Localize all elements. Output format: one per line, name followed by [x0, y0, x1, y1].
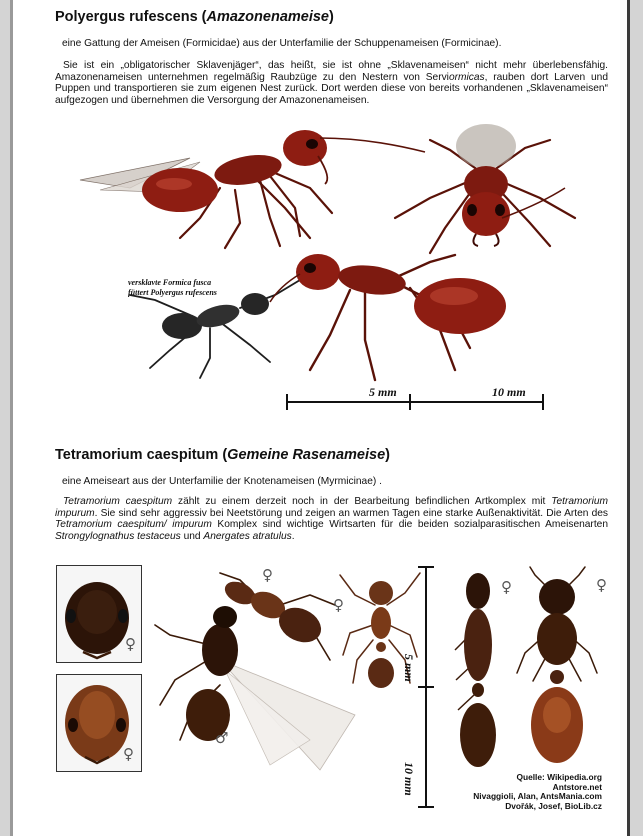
- source-line-1: Quelle: Wikipedia.org: [516, 772, 602, 782]
- feeding-caption: versklavte Formica fusca füttert Polyergus rufescens: [128, 278, 217, 297]
- female-symbol-worker-top: ♀: [333, 596, 344, 614]
- section2-scale-bar: [415, 565, 435, 815]
- section2-title: Tetramorium caespitum (Gemeine Rasenameise): [55, 447, 390, 463]
- winged-ant-gaster: [142, 168, 218, 212]
- sources-block: [473, 773, 602, 811]
- section1-scale-label-5mm: 5 mm: [369, 385, 397, 399]
- female-symbol-queen-side: ♀: [501, 578, 512, 596]
- tetramorium-queen-side-photo: [450, 565, 505, 775]
- polyergus-feeding-ant: [270, 254, 506, 380]
- section1-description: Sie ist ein „obligatorischer Sklavenjäger“, das heißt, sie ist ohne „Sklavenameisen“ nicht mehr überlebensfähig. Amazonenameisen unternehmen regelmäßig Raubzüge zu den Nestern von Serviormicas, rauben dort Larven und Puppen und transportieren sie zum eigenen Nest zurück. Dort werden diese von bereits vorhandenen „Sklavenameisen“ aufgezogen und übernehmen die Versorgung der Amazonenameisen.: [55, 60, 608, 106]
- section1-title: Polyergus rufescens (Amazonenameise): [55, 9, 334, 25]
- page-right-edge: [627, 0, 630, 836]
- worker-front-gaster: [456, 124, 516, 168]
- polyergus-worker-front-photo: [390, 118, 610, 258]
- source-line-3: Nivaggioli, Alan, AntsMania.com: [473, 791, 602, 802]
- male-symbol: ♂: [215, 729, 229, 747]
- document-page: [10, 0, 630, 836]
- source-line-2: Antstore.net: [552, 781, 602, 792]
- female-symbol-queen: ♀: [262, 566, 273, 584]
- section2-intro: eine Ameiseart aus der Unterfamilie der Knotenameisen (Myrmicinae) .: [62, 476, 382, 487]
- polyergus-winged-ant-photo: [70, 118, 430, 258]
- male-head: [213, 606, 237, 628]
- section2-scale-label-5mm: 5 mm: [402, 654, 416, 682]
- section2-description: Tetramorium caespitum zählt zu einem derzeit noch in der Bearbeitung befindlichen Artkomplex mit Tetramorium impurum. Sie sind sehr aggressiv bei Neetstörung und zeigen an warmen Tagen eine starke Außenaktivität. Die Arten des Tetramorium caespitum/ impurum Komplex sind wichtige Wirtsarten für die beiden sozialparasitischen Ameisenarten Strongylognathus testaceus und Anergates atratulus.: [55, 496, 608, 542]
- tetramorium-queen-top-photo: [515, 565, 600, 775]
- male-thorax: [202, 624, 238, 676]
- section2-scale-label-10mm: 10 mm: [402, 762, 416, 796]
- section1-scale-label-10mm: 10 mm: [492, 385, 526, 399]
- female-symbol-queen-top: ♀: [596, 576, 607, 594]
- polyergus-fusca-feeding-photo: [110, 240, 530, 390]
- page-left-shadow: [10, 0, 13, 836]
- female-symbol-closeup-1: ♀: [125, 635, 136, 653]
- section1-intro: eine Gattung der Ameisen (Formicidae) aus der Unterfamilie der Schuppenameisen (Formicinae).: [62, 38, 502, 49]
- winged-ant-thorax: [212, 150, 284, 189]
- source-line-4: Dvořák, Josef, BioLib.cz: [505, 800, 602, 811]
- female-symbol-closeup-2: ♀: [123, 745, 134, 763]
